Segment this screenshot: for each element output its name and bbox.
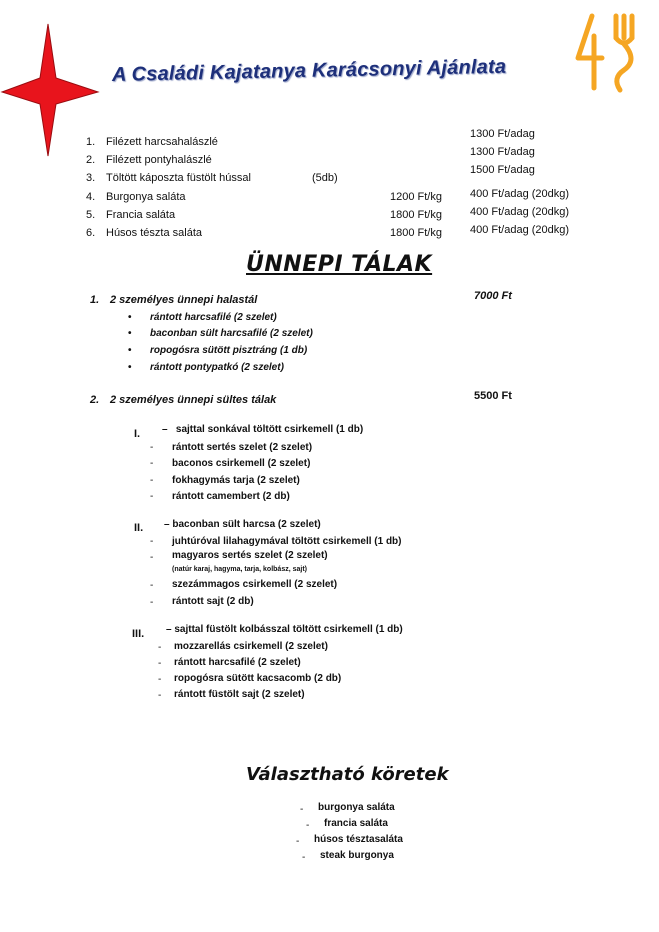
roast-platter-title: 2 személyes ünnepi sültes tálak bbox=[110, 394, 277, 406]
roast-platter-price: 5500 Ft bbox=[474, 390, 512, 402]
menu-item-name: Töltött káposzta füstölt hússal bbox=[106, 172, 251, 184]
menu-item-price-per-kg: 1800 Ft/kg bbox=[390, 227, 442, 239]
menu-item-price-per-portion: 1300 Ft/adag bbox=[470, 146, 535, 158]
group-item: rántott sertés szelet (2 szelet) bbox=[172, 442, 313, 453]
fish-item: • rántott pontypatkó (2 szelet) bbox=[150, 362, 284, 373]
menu-item-price-per-portion: 1300 Ft/adag bbox=[470, 128, 535, 140]
group-item: ropogósra sütött kacsacomb (2 db) bbox=[174, 673, 342, 684]
group-item: szezámmagos csirkemell (2 szelet) bbox=[172, 579, 338, 590]
menu-item bbox=[86, 224, 606, 241]
side-item: burgonya saláta bbox=[318, 802, 395, 813]
page-title: A Családi Kajatanya Karácsonyi Ajánlata bbox=[111, 55, 507, 86]
menu-item-number: 1. bbox=[86, 136, 96, 148]
menu-item bbox=[86, 206, 606, 223]
group-note: (natúr karaj, hagyma, tarja, kolbász, sajt) bbox=[172, 566, 307, 573]
menu-item-name: Burgonya saláta bbox=[106, 191, 186, 203]
menu-item-name: Húsos tészta saláta bbox=[106, 227, 202, 239]
menu-item-number: 4. bbox=[86, 191, 96, 203]
fish-platter-number: 1. bbox=[90, 294, 100, 306]
roast-platter-number: 2. bbox=[90, 394, 100, 406]
menu-item-price-per-portion: 400 Ft/adag (20dkg) bbox=[470, 206, 570, 218]
menu-item-price-per-portion: 400 Ft/adag (20dkg) bbox=[470, 188, 570, 200]
menu-item-number: 6. bbox=[86, 227, 96, 239]
group-item: mozzarellás csirkemell (2 szelet) bbox=[174, 641, 328, 652]
fish-platter-title: 2 személyes ünnepi halastál bbox=[110, 294, 258, 306]
sides-heading: Választható köretek bbox=[246, 764, 449, 785]
group-first-item: sajttal füstölt kolbásszal töltött csirkemell (1 db) bbox=[174, 624, 403, 635]
group-item: rántott harcsafilé (2 szelet) bbox=[174, 657, 301, 668]
fish-platter-price: 7000 Ft bbox=[474, 290, 512, 302]
side-item: francia saláta bbox=[324, 818, 388, 829]
menu-item-name: Filézett harcsahalászlé bbox=[106, 136, 218, 148]
group-numeral: III. bbox=[132, 628, 145, 640]
fish-item: • rántott harcsafilé (2 szelet) bbox=[150, 312, 277, 323]
side-item: steak burgonya bbox=[320, 850, 394, 861]
side-item: húsos tésztasaláta bbox=[314, 834, 403, 845]
group-first-item: sajttal sonkával töltött csirkemell (1 db) bbox=[175, 424, 364, 435]
menu-item-quantity: (5db) bbox=[312, 172, 338, 184]
menu-item-name: Filézett pontyhalászlé bbox=[106, 154, 212, 166]
menu-item-price-per-kg: 1200 Ft/kg bbox=[390, 191, 442, 203]
group-numeral: I. bbox=[134, 428, 141, 440]
menu-item-number: 3. bbox=[86, 172, 96, 184]
menu-item-price-per-kg: 1800 Ft/kg bbox=[390, 209, 442, 221]
fish-item: • baconban sült harcsafilé (2 szelet) bbox=[150, 328, 313, 339]
menu-item-price-per-portion: 400 Ft/adag (20dkg) bbox=[470, 224, 570, 236]
restaurant-logo-icon bbox=[572, 8, 642, 96]
group-item: magyaros sertés szelet (2 szelet) bbox=[172, 550, 328, 561]
red-star-icon bbox=[0, 20, 100, 158]
menu-item-name: Francia saláta bbox=[106, 209, 176, 221]
menu-item-number: 5. bbox=[86, 209, 96, 221]
menu-item-number: 2. bbox=[86, 154, 96, 166]
group-item: rántott sajt (2 db) bbox=[172, 596, 254, 607]
group-item: rántott füstölt sajt (2 szelet) bbox=[174, 689, 305, 700]
group-item: fokhagymás tarja (2 szelet) bbox=[172, 475, 300, 486]
group-item: baconos csirkemell (2 szelet) bbox=[172, 458, 311, 469]
menu-item bbox=[86, 164, 606, 186]
menu-item-price-per-portion: 1500 Ft/adag bbox=[470, 164, 535, 176]
holiday-platters-heading: ÜNNEPI TÁLAK bbox=[246, 252, 433, 277]
group-first-item: baconban sült harcsa (2 szelet) bbox=[172, 519, 321, 530]
menu-item bbox=[86, 188, 606, 205]
group-item: rántott camembert (2 db) bbox=[172, 491, 290, 502]
group-numeral: II. bbox=[134, 522, 144, 534]
fish-item: • ropogósra sütött pisztráng (1 db) bbox=[150, 345, 307, 356]
group-item: juhtúróval lilahagymával töltött csirkemell (1 db) bbox=[172, 536, 402, 547]
